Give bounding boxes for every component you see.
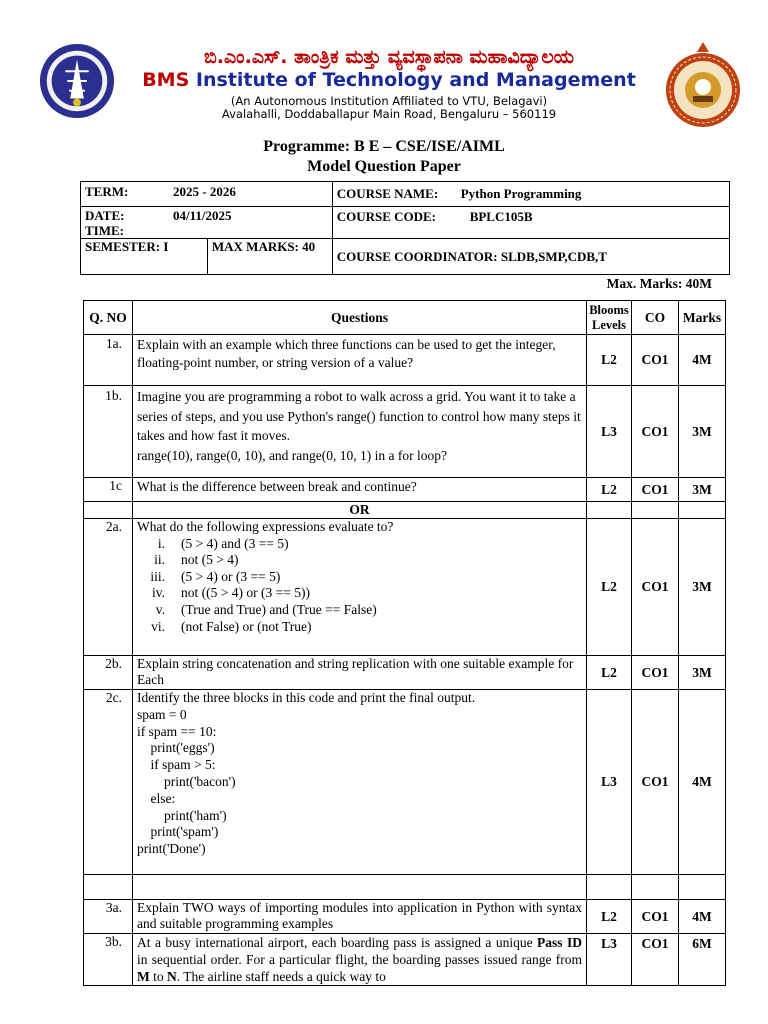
question-number: 3a. bbox=[84, 900, 133, 934]
question-text: What is the difference between break and continue? bbox=[133, 478, 587, 502]
table-header-row bbox=[84, 301, 726, 335]
question-intro: Identify the three blocks in this code and print the final output. bbox=[137, 690, 476, 705]
table-row bbox=[84, 656, 726, 690]
question-text bbox=[133, 934, 587, 986]
course-outcome: CO1 bbox=[632, 335, 679, 386]
roman-numeral: v. bbox=[155, 601, 165, 617]
code-line: if spam > 5: bbox=[137, 757, 216, 773]
questions-table bbox=[83, 300, 726, 986]
blooms-level: L2 bbox=[587, 900, 632, 934]
code-line: print('Done') bbox=[137, 841, 206, 857]
code-line: if spam == 10: bbox=[137, 723, 217, 739]
course-outcome: CO1 bbox=[632, 478, 679, 502]
question-number: 2b. bbox=[84, 656, 133, 690]
blooms-level: L2 bbox=[587, 656, 632, 690]
question-text bbox=[133, 690, 587, 875]
date-value: 04/11/2025 bbox=[173, 208, 232, 223]
question-number: 1c bbox=[84, 478, 133, 502]
roman-numeral: i. bbox=[157, 535, 165, 551]
question-text: Explain TWO ways of importing modules into application in Python with syntax and suitable programming examples bbox=[133, 900, 587, 934]
questions-header: Questions bbox=[133, 301, 587, 335]
table-row bbox=[84, 900, 726, 934]
table-row bbox=[84, 690, 726, 875]
address-text: Avalahalli, Doddaballapur Main Road, Bengaluru – 560119 bbox=[221, 107, 557, 121]
question-text-bold: N bbox=[167, 969, 177, 984]
term-value: 2025 - 2026 bbox=[173, 184, 236, 199]
marks: 4M bbox=[679, 690, 726, 875]
question-text-part: to bbox=[149, 969, 168, 984]
question-number: 3b. bbox=[84, 934, 133, 986]
question-number: 1b. bbox=[84, 386, 133, 478]
course-code-label: COURSE CODE: bbox=[336, 209, 437, 224]
code-line: print('spam') bbox=[137, 824, 219, 840]
expression: (5 > 4) or (3 == 5) bbox=[181, 568, 281, 584]
max-marks-cell: MAX MARKS: 40 bbox=[207, 239, 332, 275]
expression: not ((5 > 4) or (3 == 5)) bbox=[181, 585, 310, 601]
question-text-part: in sequential order. For a particular flight, the boarding passes issued range from bbox=[137, 952, 582, 967]
document-header bbox=[0, 0, 768, 135]
code-line: spam = 0 bbox=[137, 706, 187, 722]
code-line: print('eggs') bbox=[137, 740, 215, 756]
question-line: Imagine you are programming a robot to walk across a grid. You want it to take a series of steps, and you use Python's range() function to control how many steps it takes and how fast it moves. bbox=[137, 389, 581, 443]
question-text: Explain with an example which three functions can be used to get the integer, floating-point number, or string version of a value? bbox=[133, 335, 587, 386]
paper-title: Model Question Paper bbox=[307, 158, 461, 175]
course-outcome: CO1 bbox=[632, 519, 679, 656]
code-line: print('bacon') bbox=[137, 773, 236, 789]
blooms-level: L3 bbox=[587, 386, 632, 478]
marks-header: Marks bbox=[679, 301, 726, 335]
course-outcome: CO1 bbox=[632, 690, 679, 875]
date-time-cell bbox=[81, 207, 333, 239]
max-marks-note: Max. Marks: 40M bbox=[606, 276, 712, 291]
bms-logo-icon bbox=[38, 42, 116, 120]
table-row bbox=[84, 335, 726, 386]
institute-name-prefix: BMS bbox=[142, 69, 190, 91]
course-outcome: CO1 bbox=[632, 900, 679, 934]
blooms-level: L3 bbox=[587, 934, 632, 986]
course-outcome: CO1 bbox=[632, 656, 679, 690]
question-text-bold: Pass ID bbox=[537, 935, 582, 950]
blooms-header-line2: Levels bbox=[591, 317, 627, 332]
empty-cell bbox=[587, 875, 632, 900]
table-row bbox=[84, 519, 726, 656]
empty-cell bbox=[84, 502, 133, 519]
marks: 3M bbox=[679, 478, 726, 502]
date-label: DATE: bbox=[85, 208, 125, 223]
expression: (5 > 4) and (3 == 5) bbox=[181, 535, 289, 551]
table-row bbox=[84, 386, 726, 478]
term-label: TERM: bbox=[85, 184, 129, 199]
question-text: Explain string concatenation and string replication with one suitable example for Each bbox=[133, 656, 587, 690]
blooms-level: L2 bbox=[587, 478, 632, 502]
course-code-value: BPLC105B bbox=[469, 209, 533, 224]
time-label: TIME: bbox=[85, 223, 124, 238]
roman-numeral: ii. bbox=[154, 552, 165, 568]
marks: 3M bbox=[679, 519, 726, 656]
empty-cell bbox=[632, 875, 679, 900]
question-text bbox=[133, 386, 587, 478]
blooms-level: L2 bbox=[587, 335, 632, 386]
list-item bbox=[137, 585, 582, 602]
question-number: 1a. bbox=[84, 335, 133, 386]
question-number: 2a. bbox=[84, 519, 133, 656]
blooms-level: L3 bbox=[587, 690, 632, 875]
expression: (not False) or (not True) bbox=[181, 618, 312, 634]
table-row bbox=[84, 934, 726, 986]
empty-cell bbox=[84, 875, 133, 900]
institute-seal-icon bbox=[663, 40, 743, 130]
course-coordinator-cell: COURSE COORDINATOR: SLDB,SMP,CDB,T bbox=[332, 239, 729, 275]
marks: 6M bbox=[679, 934, 726, 986]
empty-cell bbox=[587, 502, 632, 519]
course-code-cell bbox=[332, 207, 729, 239]
semester-cell: SEMESTER: I bbox=[81, 239, 208, 275]
blooms-level: L2 bbox=[587, 519, 632, 656]
roman-numeral: iv. bbox=[152, 585, 165, 601]
blooms-header-line1: Blooms bbox=[589, 302, 629, 317]
question-number: 2c. bbox=[84, 690, 133, 875]
question-text-part: At a busy international airport, each boarding pass is assigned a unique bbox=[137, 935, 538, 950]
code-line: else: bbox=[137, 790, 176, 806]
table-row bbox=[84, 478, 726, 502]
institute-name-kannada: ಬಿ.ಎಂ.ಎಸ್. ತಾಂತ್ರಿಕ ಮತ್ತು ವ್ಯವಸ್ಥಾಪನಾ ಮಹಾವಿದ್ಯಾಲಯ bbox=[204, 46, 574, 68]
empty-row bbox=[84, 875, 726, 900]
empty-cell bbox=[133, 875, 587, 900]
course-outcome: CO1 bbox=[632, 934, 679, 986]
term-cell bbox=[81, 182, 333, 207]
or-separator: OR bbox=[133, 502, 587, 519]
question-text-bold: M bbox=[137, 969, 150, 984]
affiliation-text: (An Autonomous Institution Affiliated to VTU, Belagavi) bbox=[230, 94, 548, 108]
or-row bbox=[84, 502, 726, 519]
question-intro: What do the following expressions evaluate to? bbox=[137, 519, 394, 534]
course-name-value: Python Programming bbox=[460, 186, 582, 201]
institute-name-rest: Institute of Technology and Management bbox=[189, 69, 636, 91]
marks: 4M bbox=[679, 335, 726, 386]
programme-title: Programme: B E – CSE/ISE/AIML bbox=[263, 138, 505, 155]
marks: 4M bbox=[679, 900, 726, 934]
expression: not (5 > 4) bbox=[181, 552, 239, 568]
blooms-header bbox=[587, 301, 632, 335]
marks: 3M bbox=[679, 656, 726, 690]
empty-cell bbox=[679, 502, 726, 519]
course-info-table bbox=[80, 181, 730, 275]
empty-cell bbox=[632, 502, 679, 519]
roman-numeral: iii. bbox=[150, 568, 165, 584]
marks: 3M bbox=[679, 386, 726, 478]
expression: (True and True) and (True == False) bbox=[181, 601, 377, 617]
question-text bbox=[133, 519, 587, 656]
list-item bbox=[137, 569, 582, 586]
code-line: print('ham') bbox=[137, 807, 227, 823]
list-item bbox=[137, 619, 582, 636]
empty-cell bbox=[679, 875, 726, 900]
institute-name bbox=[116, 69, 662, 91]
list-item bbox=[137, 552, 582, 569]
qno-header: Q. NO bbox=[84, 301, 133, 335]
list-item bbox=[137, 602, 582, 619]
roman-numeral: vi. bbox=[151, 618, 165, 634]
list-item bbox=[137, 536, 582, 553]
question-text-part: . The airline staff needs a quick way to bbox=[176, 969, 386, 984]
co-header: CO bbox=[632, 301, 679, 335]
course-name-label: COURSE NAME: bbox=[336, 186, 439, 201]
question-line: range(10), range(0, 10), and range(0, 10, 1) in a for loop? bbox=[137, 447, 448, 463]
course-name-cell bbox=[332, 182, 729, 207]
course-outcome: CO1 bbox=[632, 386, 679, 478]
